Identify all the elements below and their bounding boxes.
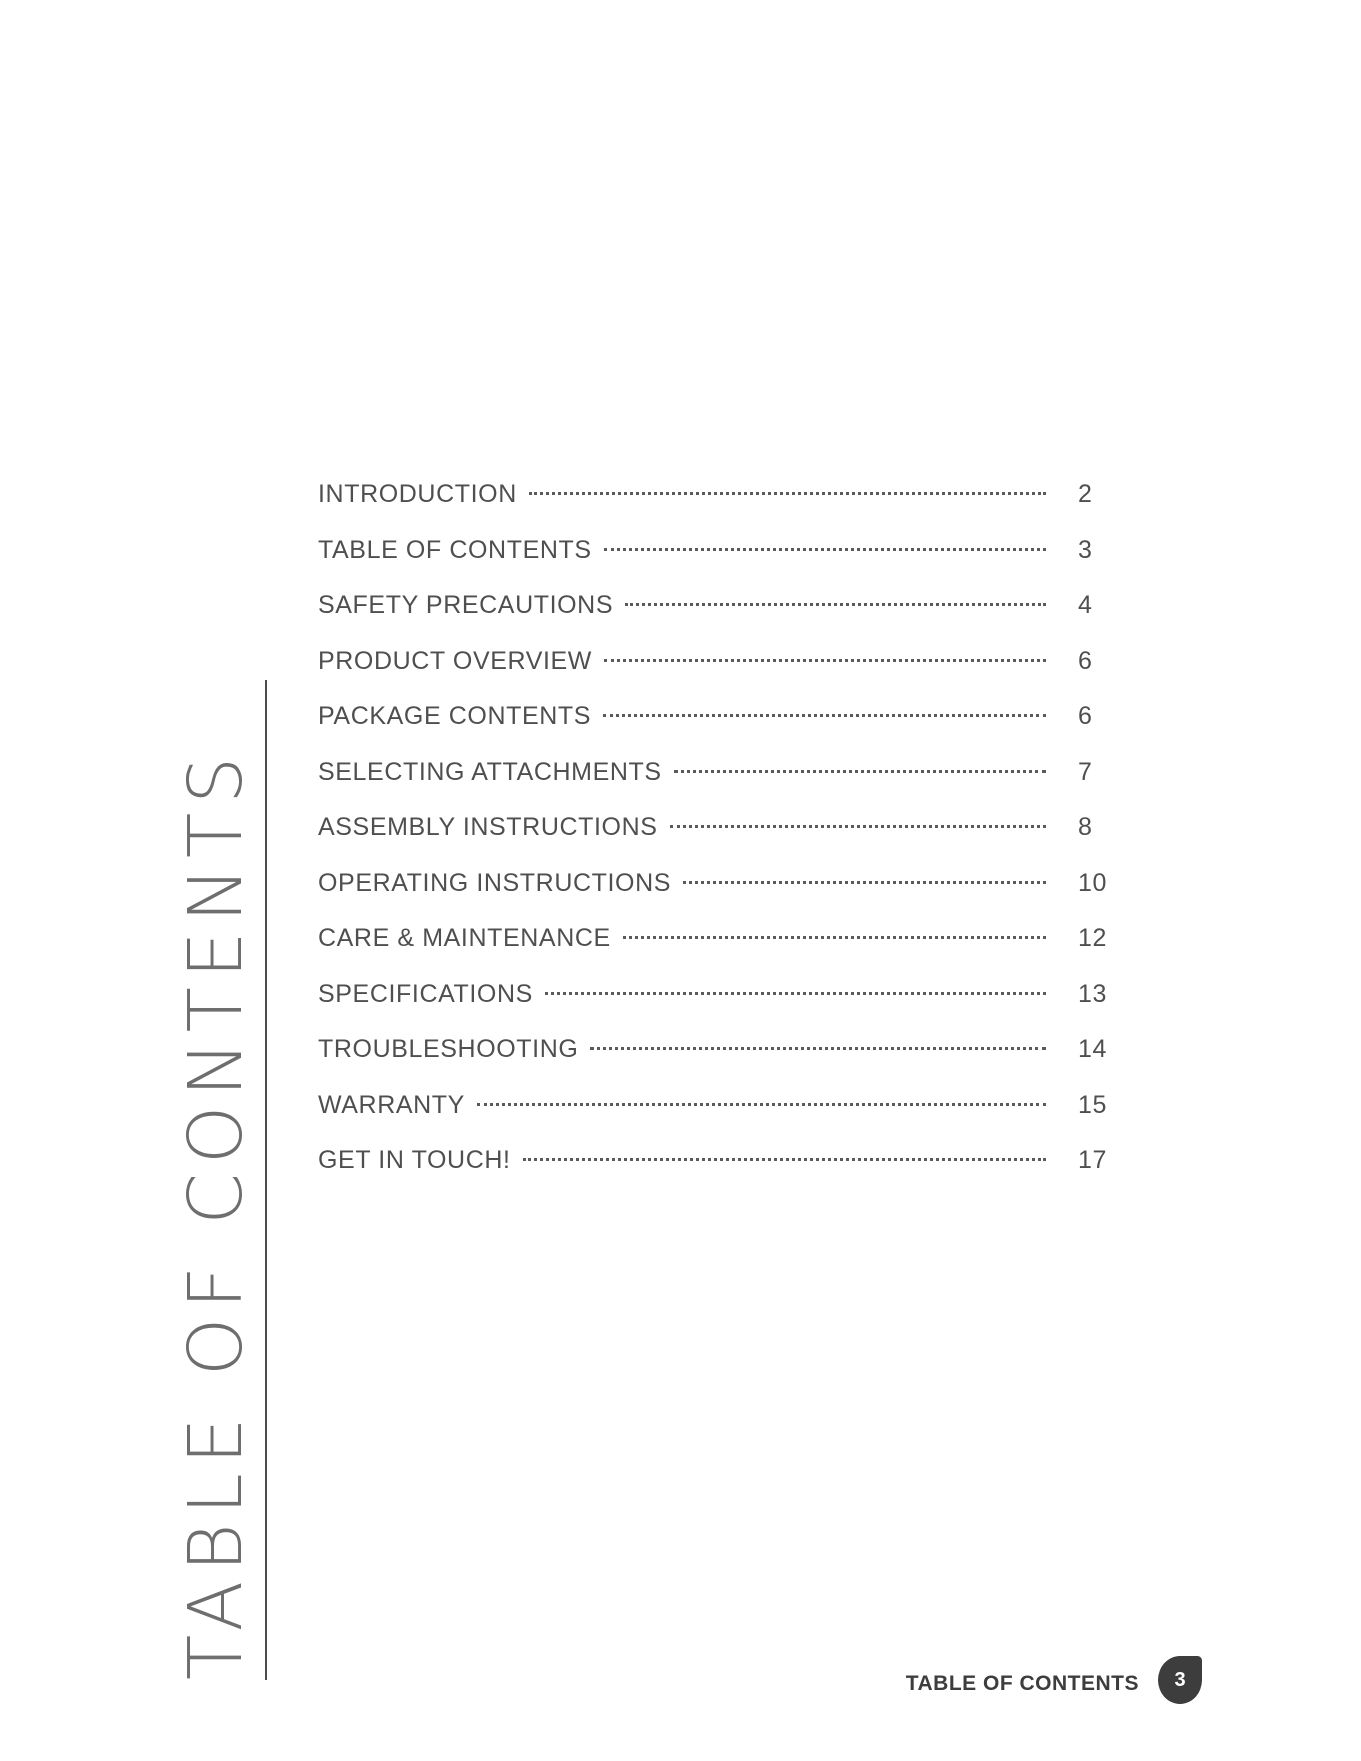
toc-entry-label: ASSEMBLY INSTRUCTIONS: [318, 813, 658, 841]
toc-entry[interactable]: [318, 1035, 1138, 1091]
toc-entry-page: 10: [1078, 868, 1108, 897]
dot-leader: [590, 1047, 1046, 1050]
page-number-badge: 3: [1158, 1656, 1202, 1704]
toc-entry-page: 4: [1078, 591, 1093, 619]
table-of-contents: [318, 480, 1138, 1202]
toc-entry[interactable]: [318, 869, 1138, 925]
toc-entry-page: 6: [1078, 646, 1093, 675]
toc-entry-page: 7: [1078, 757, 1093, 786]
dot-leader: [477, 1103, 1046, 1106]
dot-leader: [603, 714, 1046, 717]
toc-entry-page: 15: [1078, 1090, 1108, 1119]
toc-entry[interactable]: [318, 480, 1138, 536]
toc-entry-label: SELECTING ATTACHMENTS: [318, 757, 662, 786]
toc-entry-label: SPECIFICATIONS: [318, 979, 533, 1008]
dot-leader: [529, 492, 1046, 495]
dot-leader: [674, 770, 1046, 773]
toc-entry[interactable]: [318, 813, 1138, 869]
toc-entry[interactable]: [318, 1091, 1138, 1147]
side-title-container: [173, 747, 259, 1680]
toc-entry-page: 14: [1078, 1035, 1108, 1063]
dot-leader: [623, 936, 1046, 939]
dot-leader: [604, 659, 1046, 662]
dot-leader: [683, 881, 1046, 884]
toc-entry-label: TABLE OF CONTENTS: [318, 535, 592, 564]
dot-leader: [670, 825, 1046, 828]
toc-entry[interactable]: [318, 647, 1138, 703]
toc-entry-page: 13: [1078, 979, 1108, 1008]
toc-entry-page: 6: [1078, 702, 1093, 730]
toc-entry-page: 12: [1078, 924, 1108, 952]
toc-entry-label: OPERATING INSTRUCTIONS: [318, 868, 672, 897]
dot-leader: [523, 1158, 1046, 1161]
toc-entry-page: 8: [1078, 813, 1093, 841]
dot-leader: [545, 992, 1046, 995]
toc-entry[interactable]: [318, 591, 1138, 647]
toc-entry-label: CARE & MAINTENANCE: [318, 924, 611, 952]
side-title: TABLE OF CONTENTS: [173, 747, 259, 1680]
footer-section-label: TABLE OF CONTENTS: [905, 1672, 1139, 1695]
dot-leader: [604, 548, 1046, 551]
toc-entry-page: 17: [1078, 1146, 1108, 1174]
toc-entry-label: WARRANTY: [318, 1090, 465, 1119]
toc-entry-label: SAFETY PRECAUTIONS: [318, 591, 614, 619]
vertical-divider: [265, 680, 267, 1680]
toc-entry[interactable]: [318, 1146, 1138, 1202]
toc-entry[interactable]: [318, 924, 1138, 980]
toc-entry[interactable]: [318, 702, 1138, 758]
toc-entry[interactable]: [318, 758, 1138, 814]
toc-entry-page: 3: [1078, 535, 1093, 564]
toc-entry-label: PACKAGE CONTENTS: [318, 702, 592, 730]
toc-entry-label: TROUBLESHOOTING: [318, 1035, 579, 1063]
dot-leader: [625, 603, 1046, 606]
toc-entry-label: PRODUCT OVERVIEW: [318, 646, 592, 675]
toc-entry[interactable]: [318, 980, 1138, 1036]
toc-entry-page: 2: [1078, 480, 1093, 508]
toc-entry-label: INTRODUCTION: [318, 480, 517, 508]
toc-entry-label: GET IN TOUCH!: [318, 1146, 511, 1174]
toc-entry[interactable]: [318, 536, 1138, 592]
